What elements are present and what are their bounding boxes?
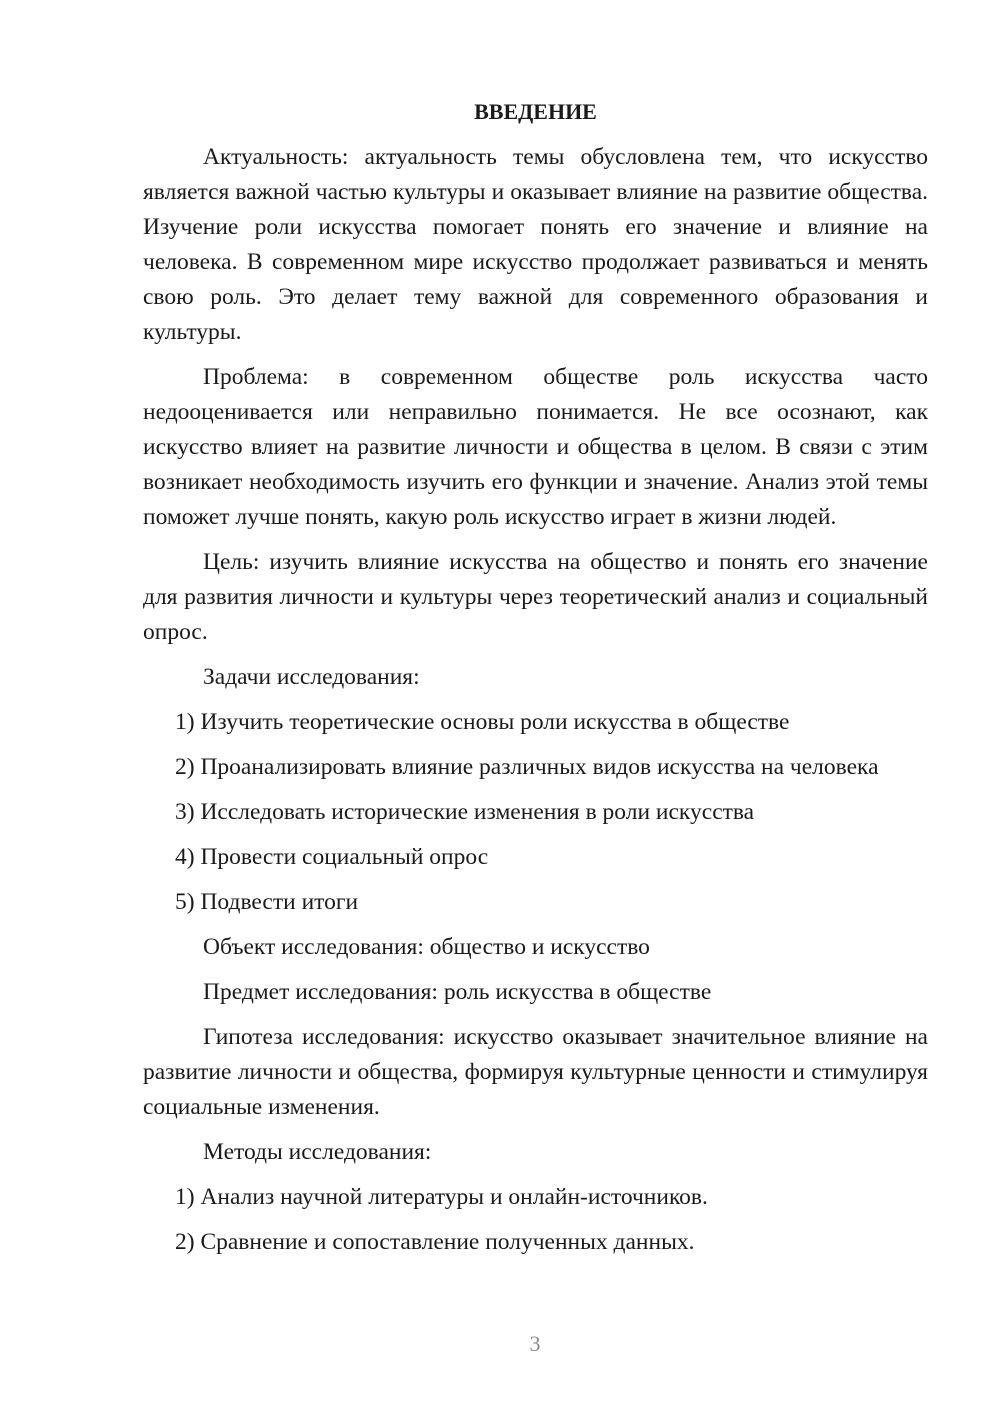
tasks-heading: Задачи исследования: [203,664,420,690]
method-item: 1) Анализ научной литературы и онлайн-источников. [175,1184,708,1210]
page-content [143,94,928,1270]
page-title: ВВЕДЕНИЕ [474,99,597,124]
task-item: 4) Провести социальный опрос [175,844,489,870]
task-item: 1) Изучить теоретические основы роли искусства в обществе [175,709,790,735]
research-object: Объект исследования: общество и искусство [203,934,650,960]
hypothesis-paragraph: Гипотеза исследования: искусство оказывает значительное влияние на развитие личности и общества, формируя культурные ценности и стимулируя социальные изменения. [143,1024,928,1120]
problem-paragraph: Проблема: в современном обществе роль искусства часто недооценивается или неправильно понимается. Не все осознают, как искусство влияет на развитие личности и общества в целом. В связи с этим возникает необходимость изучить его функции и значение. Анализ этой темы поможет лучше понять, какую роль искусство играет в жизни людей. [143,364,928,530]
goal-paragraph: Цель: изучить влияние искусства на общество и понять его значение для развития личности и культуры через теоретический анализ и социальный опрос. [143,549,928,645]
page-number: 3 [529,1331,541,1356]
task-item: 2) Проанализировать влияние различных видов искусства на человека [175,754,879,780]
methods-heading: Методы исследования: [203,1139,432,1165]
method-item: 2) Сравнение и сопоставление полученных данных. [175,1229,695,1255]
task-item: 3) Исследовать исторические изменения в роли искусства [175,799,755,825]
relevance-paragraph: Актуальность: актуальность темы обусловлена тем, что искусство является важной частью культуры и оказывает влияние на развитие общества. Изучение роли искусства помогает понять его значение и влияние на человека. В современном мире искусство продолжает развиваться и менять свою роль. Это делает тему важной для современного образования и культуры. [143,144,928,345]
research-subject: Предмет исследования: роль искусства в обществе [203,979,712,1005]
task-item: 5) Подвести итоги [175,889,359,915]
